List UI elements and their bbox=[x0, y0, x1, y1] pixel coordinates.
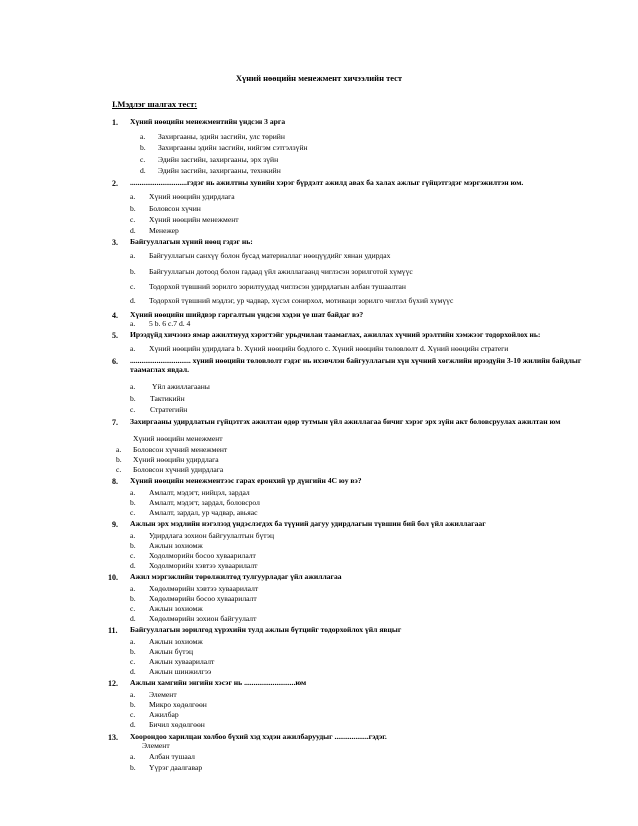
question-number: 9. bbox=[112, 520, 118, 529]
question-number: 2. bbox=[112, 179, 118, 188]
question-text: ..............................гэдэг нь ажилтны хувийн хэрэг бүрдэлт ажилд авах ба халах ажлыг гүйцэтгэдэг мэргэжилтэн юм. bbox=[130, 178, 524, 187]
option-letter: d. bbox=[140, 166, 146, 175]
options-inline: Хүний нөөцийн удирдлага b. Хүний нөөцийн бодлого c. Хүний нөөцийн төлөвлөлт d. Хүний нөөцийн стратеги bbox=[149, 344, 509, 353]
option-letter: a. bbox=[130, 192, 136, 201]
option-text: Захиргааны эдийн засгийн, нийгэм сэтгэлзүйн bbox=[158, 143, 308, 152]
option-letter: a. bbox=[130, 319, 136, 328]
question-text: Ирээдүйд хичээнэ ямар ажилтнууд хэрэгтэйг урьдчилан таамаглах, ажиллах хүчний эрэлтийн хэмжээг тодорхойлох нь: bbox=[130, 330, 541, 339]
option-text: Байгууллагын санхүү болон бусад материаллаг нөөцүүдийг хянан удирдах bbox=[149, 251, 391, 260]
option-letter: a. bbox=[130, 531, 136, 540]
question-number: 6. bbox=[112, 357, 118, 366]
question-number: 13. bbox=[108, 733, 118, 742]
option-text: Амлалт, зардал, ур чадвар, авьяас bbox=[149, 508, 258, 517]
question-number: 3. bbox=[112, 238, 118, 247]
option-text: Микро хөдөлгөөн bbox=[149, 700, 207, 709]
option-text: Тодорхой түвшний мэдлэг, ур чадвар, хүсэл сонирхол, мотиваци зорилго чиглэл бүхий хүмүүс bbox=[149, 296, 454, 305]
option-text: Удирдлага зохион байгуулалтын бүтэц bbox=[149, 531, 275, 540]
question-number: 8. bbox=[112, 477, 118, 486]
option-text: Боловсон хүчний удирдлага bbox=[133, 465, 224, 474]
question-text: Захиргааны удирдлатын гүйцэтгэх ажилтан өдөр тутмын үйл ажиллагаа бичиг хэрэг эрх зүйн акт боловсруулах ажилтан юм bbox=[130, 417, 561, 426]
option-text: Тактикийн bbox=[150, 394, 185, 403]
option-text: Амлалт, мэдэгт, зардал, боловсрол bbox=[149, 498, 260, 507]
option-letter: a. bbox=[130, 251, 136, 260]
option-letter: c. bbox=[130, 657, 136, 666]
option-letter: c. bbox=[140, 155, 146, 164]
option-letter: b. bbox=[130, 204, 136, 213]
option-text: Тодорхой түвшний зорилго зорилтуудад чиглэсэн удирдлагын албан тушаалтан bbox=[149, 282, 406, 291]
option-letter: c. bbox=[130, 282, 136, 291]
option-text: Боловсон хүчний менежмент bbox=[133, 445, 228, 454]
question-text: Хүний нөөцийн шийдвэр гаргалтын үндсэн хэдэн үе шат байдаг вэ? bbox=[130, 310, 364, 319]
option-text: Ходолморийн хэвтээ хуваарилалт bbox=[149, 561, 258, 570]
option-letter: a. bbox=[140, 132, 146, 141]
option-letter: c. bbox=[130, 508, 136, 517]
option-letter: a. bbox=[130, 584, 136, 593]
option-letter: c. bbox=[130, 405, 136, 414]
option-letter: a. bbox=[130, 344, 136, 353]
option-text: Амлалт, мэдэгт, нийцэл, зардал bbox=[149, 488, 250, 497]
option-letter: a. bbox=[130, 752, 136, 761]
option-text: Байгууллагын дотоод болон гадаад үйл ажиллагаанд чиглэсэн зорилготой хүмүүс bbox=[149, 267, 413, 276]
option-letter: a. bbox=[116, 445, 122, 454]
question-number: 11. bbox=[108, 626, 118, 635]
option-text: Үйл ажиллагааны bbox=[152, 382, 210, 391]
question-number: 4. bbox=[112, 311, 118, 320]
question-text: Байгууллагын хүний нөөц гэдэг нь: bbox=[130, 237, 253, 246]
option-text: Боловсон хүчин bbox=[149, 204, 201, 213]
option-letter: b. bbox=[130, 541, 136, 550]
option-text: Ходолморийн босоо хуваарилалт bbox=[149, 551, 256, 560]
option-letter: d. bbox=[130, 561, 136, 570]
option-text: Ажлын бүтэц bbox=[149, 647, 194, 656]
question-number: 1. bbox=[112, 118, 118, 127]
question-text: ................................ хүний нөөцийн төловлолт гэдэг нь ихэвчлэн байгууллагын хүн хүчний хөгжлийн ирээдүйн 3-10 жилийн байдлыг таамаглах явдал. bbox=[130, 356, 582, 374]
question-text: Байгууллагын зорилгод хүрэхийн тулд ажлын бүтцийг тодорхойлох үйл явцыг bbox=[130, 625, 402, 634]
option-text: Хүний нөөцийн удирдлага bbox=[149, 192, 235, 201]
option-letter: b. bbox=[130, 700, 136, 709]
question-text: Хүний нөөцийн менежментээс гарах еронхий үр дүнгийн 4С юу вэ? bbox=[130, 476, 362, 485]
option-letter: c. bbox=[130, 604, 136, 613]
option-letter: d. bbox=[130, 720, 136, 729]
question-text: Ажлын хамгийн энгийн хэсэг нь ...........................юм bbox=[130, 678, 307, 687]
question-number: 12. bbox=[108, 679, 118, 688]
option-text: Ажилбар bbox=[149, 710, 179, 719]
option-text: Элемент bbox=[149, 690, 177, 699]
option-text: Захиргааны, эдийн засгийн, улс төрийн bbox=[158, 132, 285, 141]
option-letter: d. bbox=[130, 614, 136, 623]
option-letter: b. bbox=[130, 267, 136, 276]
option-letter: b. bbox=[130, 594, 136, 603]
option-letter: a. bbox=[130, 637, 136, 646]
option-text: Ажлын зохиомж bbox=[149, 637, 203, 646]
page-title: Хүний нөөцийн менежмент хичээлийн тест bbox=[235, 73, 403, 83]
option-text: Менежер bbox=[149, 226, 179, 235]
option-letter: d. bbox=[130, 296, 136, 305]
option-text: Стратегийн bbox=[150, 405, 188, 414]
option-letter: a. bbox=[130, 382, 136, 391]
option-letter: c. bbox=[116, 465, 122, 474]
option-text: Ажлын зохиомж bbox=[149, 604, 203, 613]
option-letter: c. bbox=[130, 551, 136, 560]
option-text: Ажлын хуваарилалт bbox=[149, 657, 215, 666]
option-text: Хөдөлмөрийн хэвтээ хуваарилалт bbox=[149, 584, 259, 593]
option-text: Хүний нөөцийн удирдлага bbox=[133, 455, 219, 464]
question-text: Хоорондоо харилцан холбоо бүхий хэд хэдэн ажилбаруудыг ..................гэдэг. bbox=[130, 732, 387, 741]
option-letter: c. bbox=[130, 710, 136, 719]
question-text: Ажлын эрх мэдлийн нэгэлээд үндэслэгдэх ба түүний дагуу удирдлагын түвшин бий бол үйл ажиллагааг bbox=[130, 519, 486, 528]
option-text: Үүрэг даалгавар bbox=[149, 763, 203, 772]
option-text: Хүний нөөцийн менежмент bbox=[149, 215, 239, 224]
question-text: Ажил мэргэжлийн төрөлжилтөд тулгуурладаг үйл ажиллагаа bbox=[130, 572, 342, 581]
option-text: Эдийн засгийн, захиргааны, технкийн bbox=[158, 166, 281, 175]
option-letter: a. bbox=[130, 690, 136, 699]
option-text: Ажлын зохиомж bbox=[149, 541, 203, 550]
option-text: Ажлын шинжилгээ bbox=[149, 667, 212, 676]
option-letter: a. bbox=[130, 488, 136, 497]
options-inline: 5 b. 6 c.7 d. 4 bbox=[149, 319, 191, 328]
option-letter: d. bbox=[130, 226, 136, 235]
option-letter: c. bbox=[130, 215, 136, 224]
option-text: Эдийн засгийн, захиргааны, эрх зүйн bbox=[158, 155, 279, 164]
section-heading: I.Мэдлэг шалгах тест: bbox=[112, 99, 198, 109]
question-number: 10. bbox=[108, 573, 118, 582]
option-letter: b. bbox=[130, 498, 136, 507]
question-number: 5. bbox=[112, 331, 118, 340]
question-number: 7. bbox=[112, 418, 118, 427]
option-letter: b. bbox=[130, 647, 136, 656]
option-text: Хөдөлмөрийн зохион байгуулалт bbox=[149, 614, 257, 623]
question-text: Хүний нөөцийн менежментийн үндсэн 3 арга bbox=[130, 117, 286, 126]
option-letter: d. bbox=[130, 667, 136, 676]
option-text: Хөдөлмөрийн босоо хуваарилалт bbox=[149, 594, 257, 603]
option-text: Хүний нөөцийн менежмент bbox=[133, 434, 223, 443]
option-letter: b. bbox=[130, 763, 136, 772]
option-letter: b. bbox=[140, 143, 146, 152]
option-text: Албан тушаал bbox=[149, 752, 195, 761]
option-text: Элемент bbox=[142, 741, 170, 750]
option-text: Бичил хөдөлгөөн bbox=[149, 720, 205, 729]
option-letter: b. bbox=[116, 455, 122, 464]
option-letter: b. bbox=[130, 394, 136, 403]
